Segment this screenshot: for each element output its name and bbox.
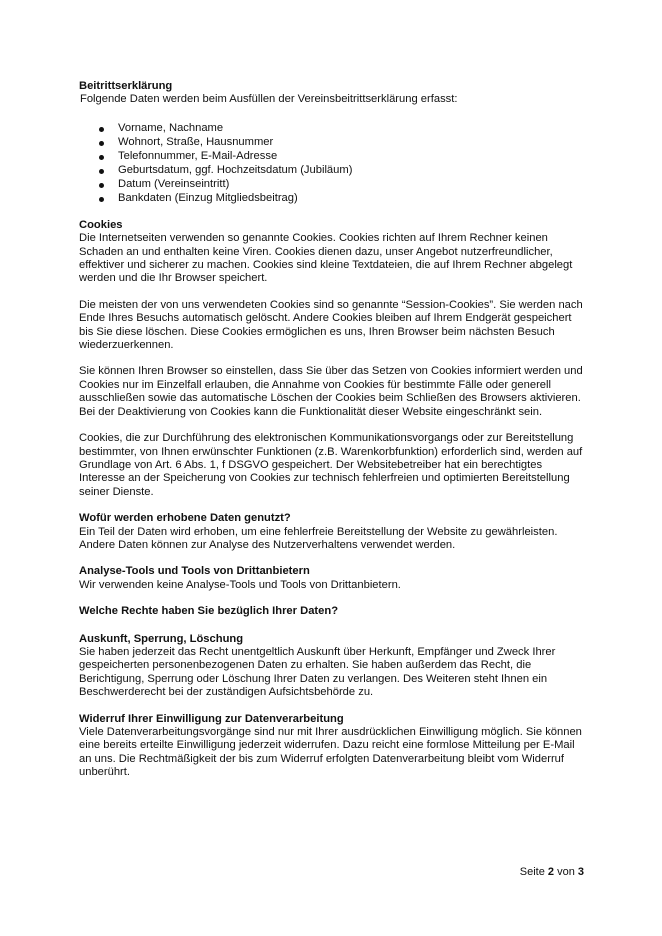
text-line: Wir verwenden keine Analyse-Tools und Tools von Drittanbietern.	[79, 578, 401, 591]
text-line: Viele Datenverarbeitungsvorgänge sind nur mit Ihrer ausdrücklichen Einwilligung möglich. Sie können	[79, 726, 582, 738]
datennutzung-paragraph	[79, 526, 589, 553]
text-line: Sie haben jederzeit das Recht unentgeltlich Auskunft über Herkunft, Empfänger und Zweck Ihrer	[79, 645, 556, 658]
list-item	[79, 164, 589, 178]
text-line: Die Internetseiten verwenden so genannte Cookies. Cookies richten auf Ihrem Rechner keinen	[79, 232, 548, 245]
page-number-middle: von	[554, 866, 578, 878]
bullet-icon	[99, 155, 104, 160]
bullet-icon	[99, 169, 104, 174]
text-line: wiederzuerkennen.	[79, 339, 174, 352]
heading-cookies: Cookies	[79, 218, 123, 231]
text-line: Cookies nur im Einzelfall erlauben, die Annahme von Cookies für bestimmte Fälle oder generell	[79, 378, 551, 391]
heading-datennutzung: Wofür werden erhobene Daten genutzt?	[79, 512, 291, 525]
beitritt-data-list	[79, 122, 589, 206]
text-line: Interesse an der Speicherung von Cookies zur technisch fehlerfreien und optimierten Bereitstellung	[79, 472, 570, 485]
section-widerruf	[79, 713, 589, 780]
list-item	[79, 122, 589, 136]
text-line: Ein Teil der Daten wird erhoben, um eine fehlerfreie Bereitstellung der Website zu gewährleisten.	[79, 525, 558, 538]
text-line: eine bereits erteilte Einwilligung jederzeit widerrufen. Dazu reicht eine formlose Mitteilung per E-Mail	[79, 739, 575, 752]
text-line: ausschließen sowie das automatische Löschen der Cookies beim Schließen des Browsers aktivieren.	[79, 392, 581, 405]
list-item	[79, 178, 589, 192]
heading-widerruf: Widerruf Ihrer Einwilligung zur Datenverarbeitung	[79, 712, 344, 725]
list-item	[79, 136, 589, 150]
page-number-current: 2	[547, 866, 555, 878]
text-line: Grundlage von Art. 6 Abs. 1, f DSGVO gespeichert. Der Websitebetreiber hat ein berechtigtes	[79, 458, 543, 471]
list-item-text: Geburtsdatum, ggf. Hochzeitsdatum (Jubiläum)	[118, 163, 353, 176]
section-datennutzung	[79, 512, 589, 552]
page-content	[79, 80, 589, 780]
text-line: Andere Daten können zur Analyse des Nutzerverhaltens verwendet werden.	[79, 538, 456, 551]
cookies-paragraph-4	[79, 432, 589, 499]
list-item	[79, 150, 589, 164]
heading-beitrittserklaerung: Beitrittserklärung	[79, 80, 173, 92]
text-line: Cookies, die zur Durchführung des elektronischen Kommunikationsvorgangs oder zur Bereitstellung	[79, 432, 574, 445]
section-auskunft	[79, 633, 589, 700]
list-item-text: Bankdaten (Einzug Mitgliedsbeitrag)	[118, 191, 298, 204]
bullet-icon	[99, 141, 104, 146]
section-cookies	[79, 219, 589, 499]
heading-auskunft: Auskunft, Sperrung, Löschung	[79, 632, 244, 645]
auskunft-paragraph	[79, 646, 589, 700]
heading-rechte: Welche Rechte haben Sie bezüglich Ihrer Daten?	[79, 605, 339, 618]
text-line: Bei der Deaktivierung von Cookies kann die Funktionalität dieser Website eingeschränkt sein.	[79, 405, 543, 418]
section-beitrittserklaerung	[79, 80, 589, 206]
list-item	[79, 192, 589, 206]
text-line: an uns. Die Rechtmäßigkeit der bis zum Widerruf erfolgten Datenverarbeitung bleibt vom Widerruf	[79, 752, 565, 765]
analyse-tools-paragraph	[79, 579, 589, 592]
widerruf-paragraph	[79, 726, 589, 780]
text-line: Berichtigung, Sperrung oder Löschung Ihrer Daten zu verlangen. Des Weiteren steht Ihnen ein	[79, 672, 548, 685]
text-line: unberührt.	[79, 766, 130, 779]
bullet-icon	[99, 197, 104, 202]
list-item-text: Vorname, Nachname	[118, 121, 224, 134]
text-line: Beschwerderecht bei der zuständigen Aufsichtsbehörde zu.	[79, 686, 374, 699]
page-number	[520, 866, 584, 879]
text-line: bestimmter, von Ihnen erwünschter Funktionen (z.B. Warenkorbfunktion) erforderlich sind, werden auf	[79, 445, 583, 458]
list-item-text: Wohnort, Straße, Hausnummer	[118, 135, 274, 148]
list-item-text: Telefonnummer, E-Mail-Adresse	[118, 149, 278, 162]
bullet-icon	[99, 127, 104, 132]
cookies-paragraph-3	[79, 365, 589, 419]
text-line: Ende Ihres Besuchs automatisch gelöscht. Andere Cookies bleiben auf Ihrem Endgerät gespeichert	[79, 312, 572, 325]
heading-analyse-tools: Analyse-Tools und Tools von Drittanbietern	[79, 565, 310, 578]
text-line: effektiver und sicherer zu machen. Cookies sind kleine Textdateien, die auf Ihrem Rechner abgelegt	[79, 259, 573, 272]
bullet-icon	[99, 183, 104, 188]
list-item-text: Datum (Vereinseintritt)	[118, 177, 230, 190]
text-line: Schaden an und enthalten keine Viren. Cookies dienen dazu, unser Angebot nutzerfreundlicher,	[79, 245, 553, 258]
page-number-prefix: Seite	[519, 866, 548, 878]
cookies-paragraph-1	[79, 232, 589, 286]
text-line: Die meisten der von uns verwendeten Cookies sind so genannte “Session-Cookies”. Sie werden nach	[79, 298, 583, 311]
section-rechte	[79, 605, 589, 618]
page-number-total: 3	[577, 866, 584, 878]
text-line: gespeicherten personenbezogenen Daten zu erhalten. Sie haben außerdem das Recht, die	[79, 659, 532, 672]
text-line: bis Sie diese löschen. Diese Cookies ermöglichen es uns, Ihren Browser beim nächsten Besuch	[79, 325, 555, 338]
text-line: werden und die Ihr Browser speichert.	[79, 272, 268, 285]
beitritt-intro: Folgende Daten werden beim Ausfüllen der Vereinsbeitrittserklärung erfasst:	[80, 93, 458, 106]
section-analyse-tools	[79, 565, 589, 592]
cookies-paragraph-2	[79, 299, 589, 353]
text-line: seiner Dienste.	[79, 485, 154, 498]
text-line: Sie können Ihren Browser so einstellen, dass Sie über das Setzen von Cookies informiert werden und	[79, 365, 583, 378]
